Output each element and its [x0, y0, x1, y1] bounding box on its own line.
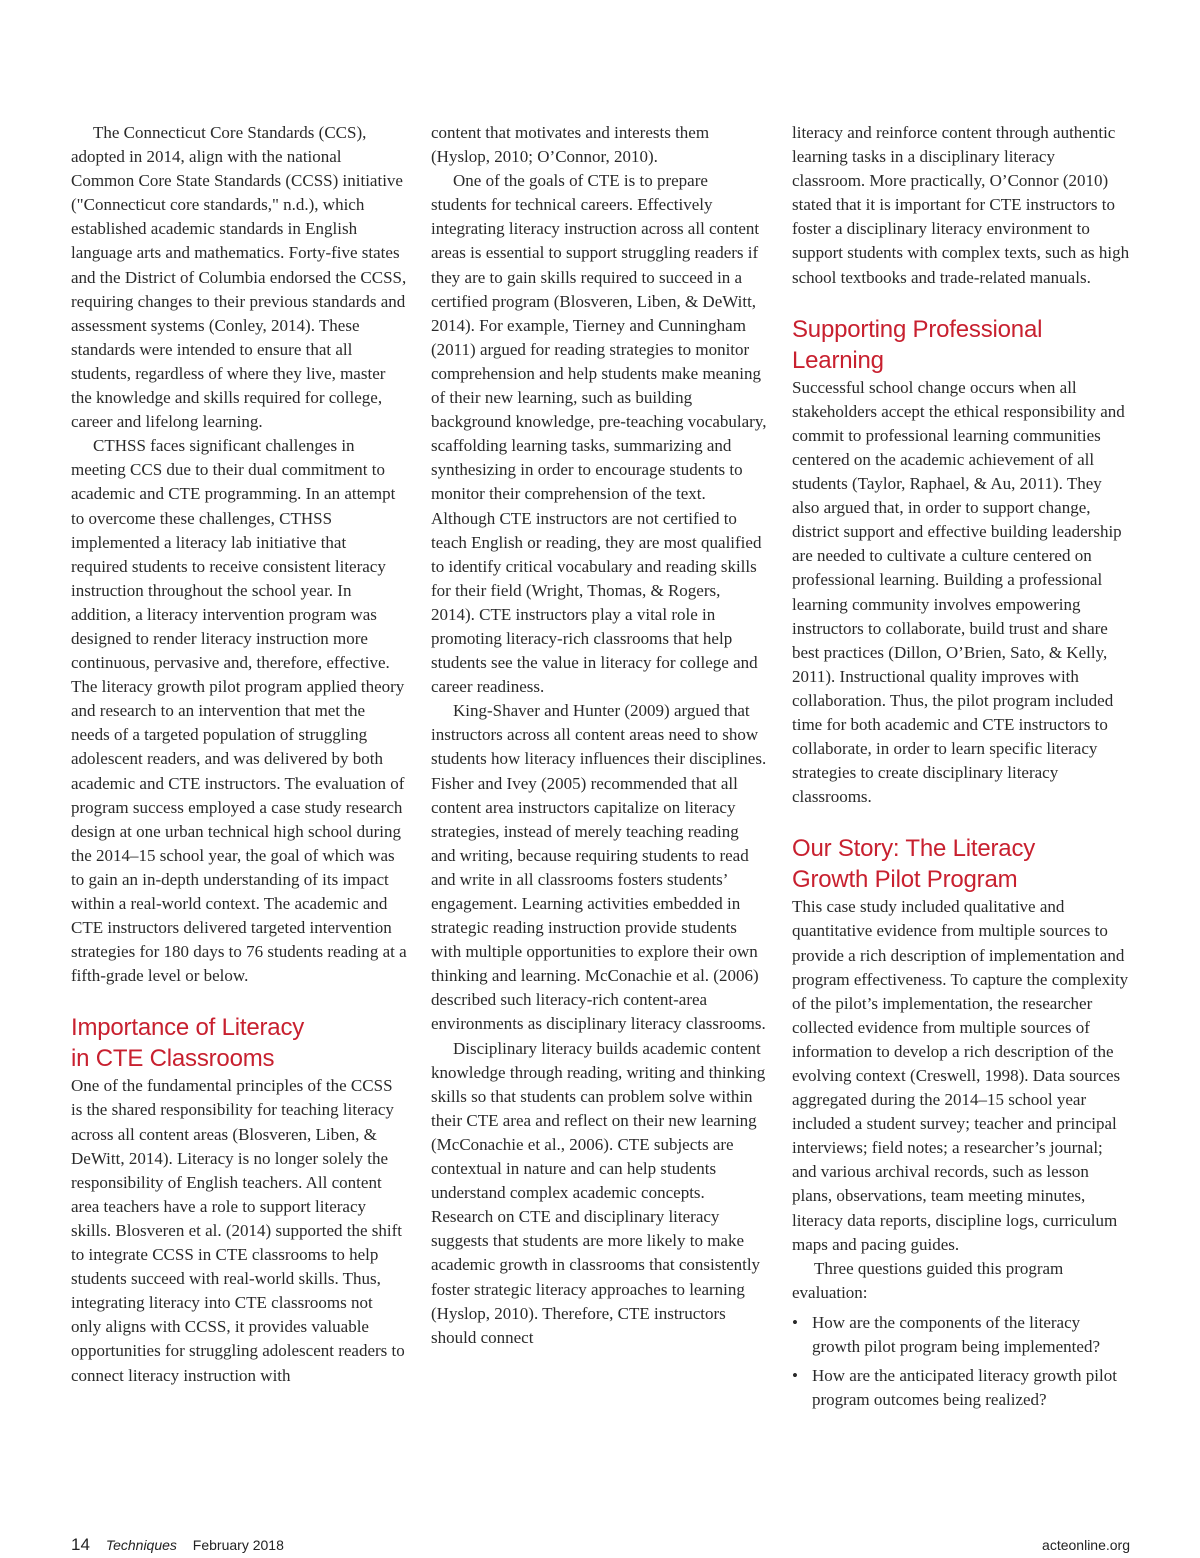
paragraph-case-study: This case study included qualitative and quantitative evidence from multiple sources to provide a rich description of implementation and program effectiveness. To capture the complexity of the pilot’s implementation, the researcher collected evidence from multiple sources of information to develop a rich description of the evolving context (Creswell, 1998). Data sources aggregated during the 2014–15 school year included a student survey; teacher and principal interviews; field notes; a researcher’s journal; and various archival records, such as lesson plans, observations, team meeting minutes, literacy data reports, discipline logs, curriculum maps and pacing guides.	[792, 897, 1129, 1254]
heading-line: Growth Pilot Program	[792, 866, 1018, 894]
page-number: 14	[71, 1535, 90, 1554]
issue-date: February 2018	[192, 1537, 284, 1553]
heading-supporting-professional-learning: Supporting Professional Learning	[792, 315, 1043, 374]
questions-list	[792, 1311, 1130, 1412]
paragraph-questions-intro: Three questions guided this program evaluation:	[792, 1258, 1064, 1302]
heading-line: Importance of Literacy	[71, 1014, 305, 1042]
paragraph-disciplinary-literacy: Disciplinary literacy builds academic content knowledge through reading, writing and thinking skills so that students can problem solve within their CTE area and reflect on their new learning (McConachie et al., 2006). CTE subjects are contextual in nature and can help students understand complex academic concepts. Research on CTE and disciplinary literacy suggests that students are more likely to make academic growth in classrooms that consistently foster strategic literacy approaches to learning (Hyslop, 2010). Therefore, CTE instructors should connect	[431, 1038, 766, 1347]
heading-our-story	[792, 833, 1130, 895]
paragraph-cthss: CTHSS faces significant challenges in meeting CCS due to their dual commitment to academic and CTE programming. In an attempt to overcome these challenges, CTHSS implemented a literacy lab initiative that required students to receive consistent literacy instruction throughout the school year. In addition, a literacy intervention program was designed to render literacy instruction more continuous, pervasive and, therefore, effective. The literacy growth pilot program applied theory and research to an intervention that met the needs of a targeted population of struggling adolescent readers, and was delivered by both academic and CTE instructors. The evaluation of program success employed a case study research design at one urban technical high school during the 2014–15 school year, the goal of which was to gain an in-depth understanding of its impact within a real-world context. The academic and CTE instructors delivered targeted intervention strategies for 180 days to 76 students reading at a fifth-grade level or below.	[71, 436, 407, 986]
paragraph-ccs: The Connecticut Core Standards (CCS), adopted in 2014, align with the national Common Core State Standards (CCSS) initiative ("Connecticut core standards," n.d.), which established academic standards in English language arts and mathematics. Forty-five states and the District of Columbia endorsed the CCSS, requiring changes to their previous standards and assessment systems (Conley, 2014). These standards were intended to ensure that all students, regardless of where they live, master the knowledge and skills required for college, career and lifelong learning.	[71, 123, 407, 432]
paragraph-professional-learning: Successful school change occurs when all stakeholders accept the ethical responsibility and commit to professional learning communities centered on the academic achievement of all students (Taylor, Raphael, & Au, 2011). They also argued that, in order to support change, district support and effective building leadership are needed to cultivate a culture centered on professional learning. Building a professional learning community involves empowering instructors to collaborate, build trust and share best practices (Dillon, O’Brien, Sato, & Kelly, 2011). Instructional quality improves with collaboration. Thus, the pilot program included time for both academic and CTE instructors to collaborate, in order to learn specific literacy strategies to create disciplinary literacy classrooms.	[792, 377, 1125, 807]
heading-line: Our Story: The Literacy	[792, 835, 1036, 863]
page-footer	[71, 1535, 1130, 1555]
list-item: • How are the anticipated literacy growth pilot program outcomes being realized?	[792, 1364, 1130, 1412]
website-url: acteonline.org	[1042, 1537, 1130, 1553]
heading-importance-of-literacy	[71, 1012, 407, 1074]
magazine-title: Techniques	[105, 1537, 177, 1553]
paragraph-goals-of-cte: One of the goals of CTE is to prepare students for technical careers. Effectively integrating literacy instruction across all content areas is essential to support struggling readers if they are to gain skills required to succeed in a certified program (Blosveren, Liben, & DeWitt, 2014). For example, Tierney and Cunningham (2011) argued for reading strategies to monitor comprehension and help students make meaning of their new learning, such as building background knowledge, pre-teaching vocabulary, scaffolding learning tasks, summarizing and synthesizing in order to encourage students to monitor their comprehension of the text. Although CTE instructors are not certified to teach English or reading, they are most qualified to identify critical vocabulary and reading skills for their field (Wright, Thomas, & Rogers, 2014). CTE instructors play a vital role in promoting literacy-rich classrooms that help students see the value in literacy for college and career readiness.	[431, 171, 767, 697]
paragraph-importance: One of the fundamental principles of the CCSS is the shared responsibility for teaching literacy across all content areas (Blosveren, Liben, & DeWitt, 2014). Literacy is no longer solely the responsibility of English teachers. All content area teachers have a role to support literacy skills. Blosveren et al. (2014) supported the shift to integrate CCSS in CTE classrooms to help students succeed with real-world skills. Thus, integrating literacy into CTE classrooms not only aligns with CCSS, it provides valuable opportunities for struggling adolescent readers to connect literacy instruction with	[71, 1076, 405, 1385]
column-1	[71, 121, 407, 1388]
paragraph-king-shaver: King-Shaver and Hunter (2009) argued that instructors across all content areas need to show students how literacy influences their disciplines. Fisher and Ivey (2005) recommended that all content area instructors capitalize on literacy strategies, instead of merely teaching reading and writing, because requiring students to read and write in all classrooms fosters students’ engagement. Learning activities embedded in strategic reading instruction provide students with multiple opportunities to explore their own thinking and learning. McConachie et al. (2006) described such literacy-rich content-area environments as disciplinary literacy classrooms.	[431, 701, 767, 1034]
paragraph-continued: content that motivates and interests them (Hyslop, 2010; O’Connor, 2010).	[431, 123, 710, 167]
column-2	[431, 121, 767, 1350]
list-item: • How are the components of the literacy growth pilot program being implemented?	[792, 1311, 1130, 1359]
column-3	[792, 121, 1130, 1417]
paragraph-continued: literacy and reinforce content through authentic learning tasks in a disciplinary literacy classroom. More practically, O’Connor (2010) stated that it is important for CTE instructors to foster a disciplinary literacy environment to support students with complex texts, such as high school textbooks and trade-related manuals.	[792, 123, 1130, 287]
heading-line: in CTE Classrooms	[71, 1045, 275, 1073]
